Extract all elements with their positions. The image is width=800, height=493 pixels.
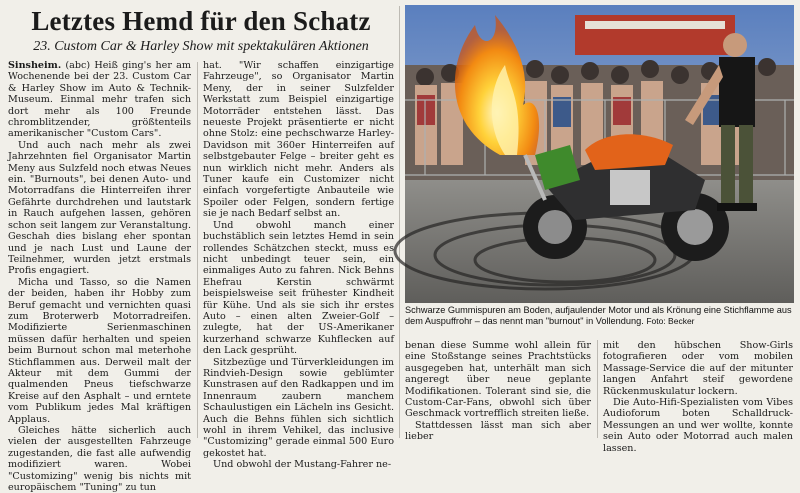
article-column-3 — [405, 340, 591, 443]
paragraph: Gleiches hätte sicherlich auch vielen der ausgestellten Fahrzeuge zugestanden, die fast alle aufwendig modifiziert waren. Wobei "Customizing" wenig bis nichts mit europäischem "Tuning" zu tun — [8, 425, 191, 493]
burnout-photo — [405, 5, 794, 303]
paragraph: Und obwohl der Mustang-Fahrer ne- — [213, 459, 392, 471]
article-column-1 — [8, 60, 191, 493]
subheadline: 23. Custom Car & Harley Show mit spektakulären Aktionen — [33, 39, 369, 54]
paragraph: Und auch nach mehr als zwei Jahrzehnten fiel Organisator Martin Meny aus Sulzfeld noch etwas Neues ein. "Burnouts", bei denen Auto- und Motorradfans die Hinterreifen ihrer Gefährte durchdrehen und lautstark in Rauch aufgehen lassen, gehören schon seit langem zur Veranstaltung. Geschah dies bislang eher spontan und je nach Lust und Laune der Teilnehmer, wurden jetzt erstmals Profis engagiert. — [8, 139, 191, 277]
column-divider — [399, 6, 400, 438]
column-divider — [197, 62, 198, 438]
paragraph: Die Auto-Hifi-Spezialisten vom Vibes Audioforum boten Schalldruck-Messungen an und wer wollte, konnte sein Auto oder Motorrad auch malen lassen. — [603, 397, 793, 454]
paragraph: mit den hübschen Show-Girls fotografieren oder vom mobilen Massage-Service die auf der mitunter langen Anfahrt steif gewordene Rückenmuskulatur lockern. — [603, 340, 793, 397]
paragraph: hat. "Wir schaffen einzigartige Fahrzeuge", so Organisator Martin Meny, der in seiner Sulzfelder Werkstatt zum Beispiel einzigartige Motorräder entstehen lässt. Das neueste Projekt präsentierte er nicht ohne Stolz: eine pechschwarze Harley-Davidson mit 360er Hinterreifen auf selbstgebauter Felge – breiter geht es nun wirklich nicht mehr. Anders als Tuner kaufe ein Customizer nicht einfach vorgefertigte Anbauteile wie Spoiler oder Felgen, sondern fertige sie je nach Bedarf selbst an. — [203, 60, 394, 220]
paragraph: Sitzbezüge und Türverkleidungen im Rindvieh-Design sowie geblümter Kunstrasen auf den Radkappen und im Innenraum zaubern manchem Schaulustigen ein Lächeln ins Gesicht. Auch die Behns fühlen sich sichtlich wohl in ihrem Vehikel, das inclusive "Customizing" gerade einmal 500 Euro gekostet hat. — [203, 356, 394, 459]
column-divider — [597, 340, 598, 438]
paragraph: Micha und Tasso, so die Namen der beiden, haben ihr Hobby zum Beruf gemacht und vernichten quasi zum Broterwerb Motorradreifen. Modifizierte Serienmaschinen müssen dafür herhalten und speien beim Burnout schon mal meterhohe Stichflammen aus. Derweil malt der Akteur mit dem Gummi der qualmenden Pneus tiefschwarze Kreise auf den Asphalt – und erntete vom Publikum jedes Mal kräftigen Applaus. — [8, 276, 191, 425]
paragraph: Und obwohl manch einer buchstäblich sein letztes Hemd in sein rollendes Schätzchen steckt, muss es nicht unbedingt teuer sein, ein einmaliges Auto zu fahren. Nick Behns Ehefrau Kerstin schwärmt beispielsweise seit frühester Kindheit für Kühe. Und als sie sich ihr erstes Auto – einen alten Zweier-Golf – zulegte, hat der US-Amerikaner kurzerhand schwarze Kuhflecken auf den Lack gesprüht. — [203, 219, 394, 357]
paragraph: Stattdessen lässt man sich aber lieber — [405, 419, 591, 443]
caption-text: Schwarze Gummispuren am Boden, aufjaulender Motor und als Krönung eine Stichflamme aus dem Auspuffrohr – das nennt man "burnout" in Vollendung. — [405, 305, 792, 326]
article-column-4 — [603, 340, 793, 454]
photo-caption — [405, 305, 794, 335]
headline: Letztes Hemd für den Schatz — [31, 6, 371, 36]
paragraph: Sinsheim. (abc) Heiß ging's her am Wochenende bei der 23. Custom Car & Harley Show im Auto & Technik-Museum. Einmal mehr trafen sich dort mehr als 100 Freunde chromblitzender, größtenteils amerikanischer "Custom Cars". — [8, 60, 191, 140]
photo-credit: Foto: Becker — [646, 315, 695, 326]
paragraph: benan diese Summe wohl allein für eine Stoßstange seines Prachtstücks ausgegeben hat, unterhält man sich angeregt über neue geplante Modifikationen. Tolerant sind sie, die Custom-Car-Fans, obwohl sich über Geschmack vortrefflich streiten ließe. — [405, 340, 591, 420]
article-column-2 — [203, 60, 394, 471]
